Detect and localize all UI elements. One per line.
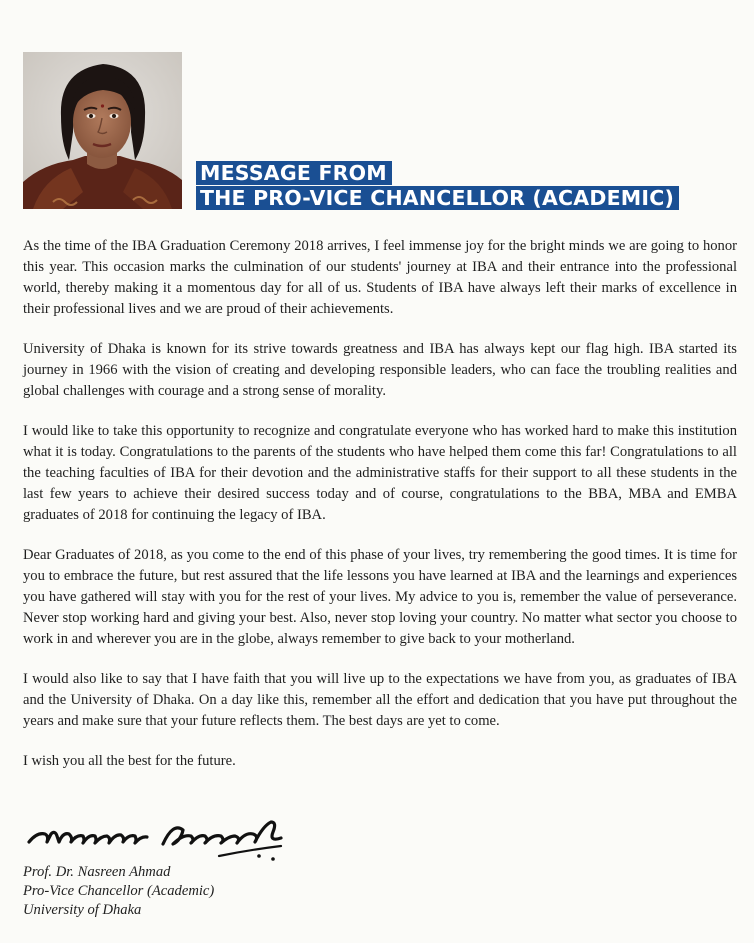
signature	[23, 812, 293, 864]
paragraph-4: Dear Graduates of 2018, as you come to the end of this phase of your lives, try remembering the good times. It is time for you to embrace the future, but rest assured that the life lessons you have learned at IBA and the learnings and experiences you have gathered will stay with you for the rest of your lives. My advice to you is, remember the value of perseverance. Never stop working hard and giving your best. Also, never stop loving your country. No matter what sector you choose to work in and wherever you are in the globe, always remember to give back to your motherland.	[23, 547, 737, 647]
closing-line: I wish you all the best for the future.	[23, 753, 236, 769]
signatory-institution: University of Dhaka	[23, 902, 142, 918]
signatory-name: Prof. Dr. Nasreen Ahmad	[23, 864, 171, 880]
paragraph-5: I would also like to say that I have faith that you will live up to the expectations we have from you, as graduates of IBA and the University of Dhaka. On a day like this, remember all the effort and dedication that you have put throughout the years and make sure that your future reflects them. The best days are yet to come.	[23, 671, 737, 729]
signatory-details	[23, 863, 214, 920]
page-title	[196, 161, 679, 210]
portrait-illustration	[23, 52, 182, 209]
paragraph-2: University of Dhaka is known for its strive towards greatness and IBA has always kept our flag high. IBA started its journey in 1966 with the vision of creating and developing responsible leaders, who can face the troubling realities and global challenges with courage and a strong sense of morality.	[23, 341, 737, 399]
title-line-2: THE PRO-VICE CHANCELLOR (ACADEMIC)	[196, 186, 679, 210]
signatory-position: Pro-Vice Chancellor (Academic)	[23, 883, 215, 899]
paragraph-1: As the time of the IBA Graduation Ceremony 2018 arrives, I feel immense joy for the bright minds we are going to honor this year. This occasion marks the culmination of our students' journey at IBA and their entrance into the professional world, thereby making it a momentous day for all of us. Students of IBA have always left their marks of excellence in their professional lives and we are proud of their achievements.	[23, 238, 737, 317]
handwritten-signature-icon	[23, 812, 293, 864]
title-line-1: MESSAGE FROM	[196, 161, 392, 185]
portrait-photo	[23, 52, 182, 209]
message-body	[23, 236, 737, 772]
paragraph-3: I would like to take this opportunity to recognize and congratulate everyone who has worked hard to make this institution what it is today. Congratulations to the parents of the students who have helped them come this far! Congratulations to all the teaching faculties of IBA for their devotion and the administrative staffs for their support to all these students in the last few years to achieve their desired success today and of course, congratulations to the BBA, MBA and EMBA graduates of 2018 for continuing the legacy of IBA.	[23, 423, 737, 523]
